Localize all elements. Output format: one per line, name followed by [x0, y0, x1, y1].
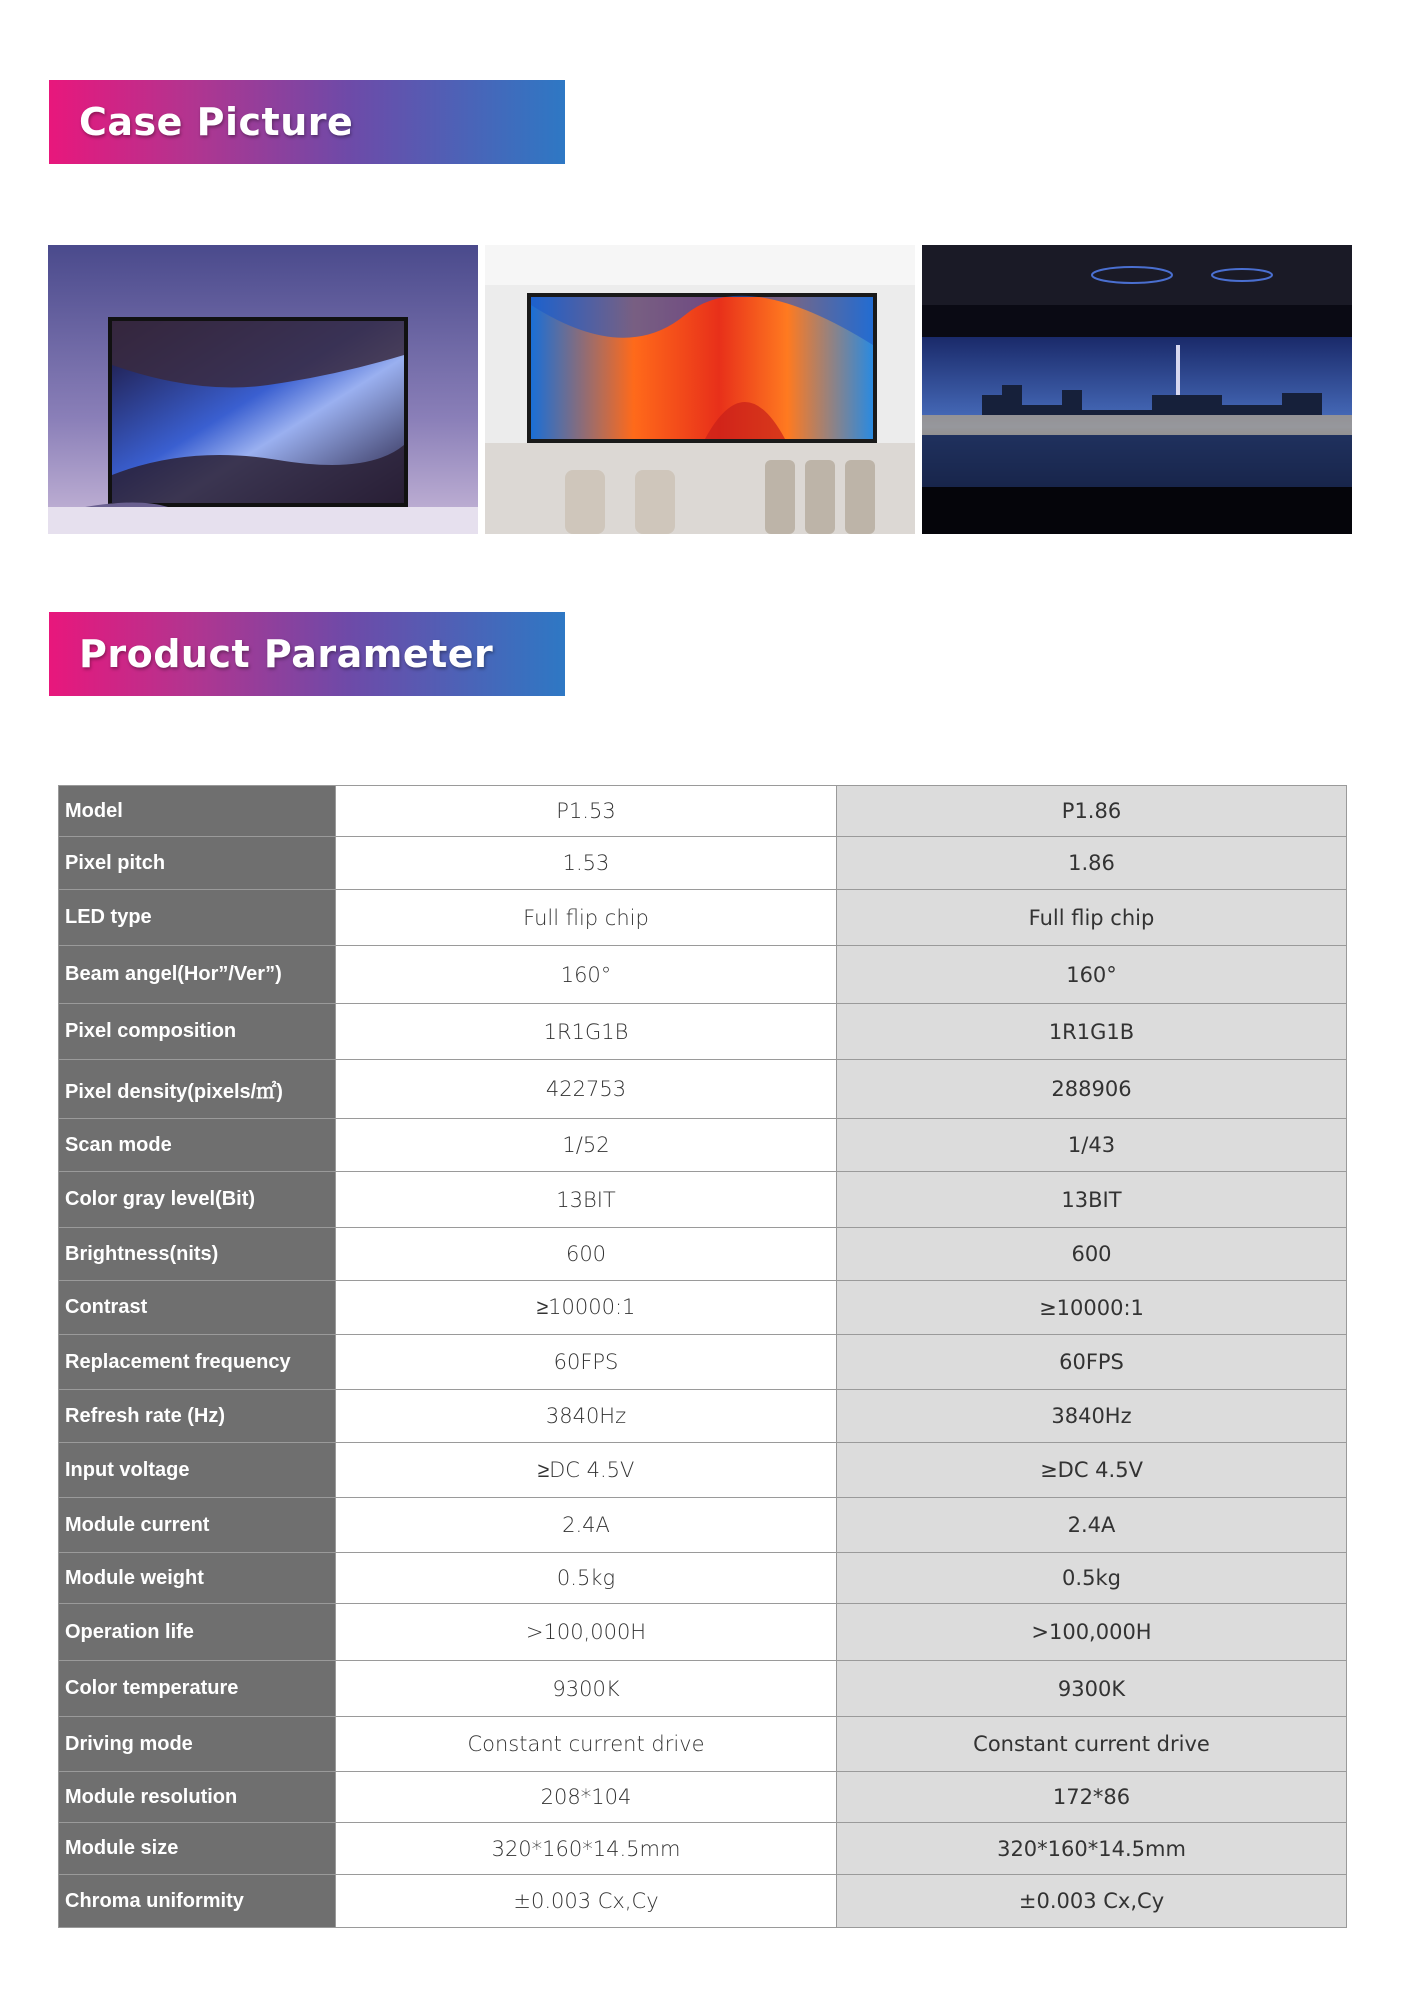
parameter-value-p186: 288906	[837, 1060, 1347, 1119]
case-picture-title: Case Picture	[79, 100, 354, 144]
parameter-value-p153: ≥DC 4.5V	[336, 1443, 837, 1498]
parameter-label: Replacement frequency	[59, 1335, 336, 1390]
parameter-row	[59, 1335, 1347, 1390]
parameter-label: Scan mode	[59, 1119, 336, 1172]
case-photo-meeting-room	[485, 245, 915, 534]
parameter-row	[59, 1390, 1347, 1443]
parameter-row	[59, 1119, 1347, 1172]
parameter-value-p186: 160°	[837, 946, 1347, 1004]
parameter-value-p153: 1R1G1B	[336, 1004, 837, 1060]
parameter-label: Model	[59, 786, 336, 837]
parameter-row	[59, 1228, 1347, 1281]
parameter-label: Module weight	[59, 1553, 336, 1604]
parameter-row	[59, 1717, 1347, 1772]
parameter-value-p153: 0.5kg	[336, 1553, 837, 1604]
parameter-value-p153: ±0.003 Cx,Cy	[336, 1875, 837, 1928]
parameter-label: Module current	[59, 1498, 336, 1553]
parameter-label: LED type	[59, 890, 336, 946]
parameter-value-p153: 2.4A	[336, 1498, 837, 1553]
parameter-label: Pixel pitch	[59, 837, 336, 890]
parameter-label: Driving mode	[59, 1717, 336, 1772]
parameter-value-p153: 1/52	[336, 1119, 837, 1172]
parameter-label: Module size	[59, 1823, 336, 1875]
parameter-value-p186: 13BIT	[837, 1172, 1347, 1228]
parameter-value-p186: >100,000H	[837, 1604, 1347, 1661]
parameter-value-p186: Full flip chip	[837, 890, 1347, 946]
parameter-row	[59, 1604, 1347, 1661]
parameter-label: Chroma uniformity	[59, 1875, 336, 1928]
case-photo-showroom	[48, 245, 478, 534]
parameter-value-p153: 208*104	[336, 1772, 837, 1823]
parameter-row	[59, 1004, 1347, 1060]
parameter-label: Input voltage	[59, 1443, 336, 1498]
parameter-value-p186: ≥DC 4.5V	[837, 1443, 1347, 1498]
parameter-row	[59, 1172, 1347, 1228]
parameter-value-p153: 1.53	[336, 837, 837, 890]
parameter-value-p186: 1.86	[837, 837, 1347, 890]
parameter-row	[59, 1875, 1347, 1928]
parameter-row	[59, 1281, 1347, 1335]
parameter-row	[59, 946, 1347, 1004]
parameter-value-p153: 320*160*14.5mm	[336, 1823, 837, 1875]
parameter-row	[59, 1498, 1347, 1553]
parameter-row	[59, 1661, 1347, 1717]
parameter-row	[59, 890, 1347, 946]
parameter-value-p186: ≥10000:1	[837, 1281, 1347, 1335]
parameter-value-p186: 9300K	[837, 1661, 1347, 1717]
parameter-row	[59, 837, 1347, 890]
product-parameter-title: Product Parameter	[79, 632, 494, 676]
parameter-value-p186: 172*86	[837, 1772, 1347, 1823]
parameter-value-p186: 1R1G1B	[837, 1004, 1347, 1060]
case-picture-banner	[49, 80, 565, 164]
parameter-label: Beam angel(Hor”/Ver”)	[59, 946, 336, 1004]
parameter-value-p153: 3840Hz	[336, 1390, 837, 1443]
parameter-table-body	[59, 786, 1347, 1928]
case-photo-auditorium	[922, 245, 1352, 534]
parameter-table	[58, 785, 1347, 1928]
parameter-label: Pixel density(pixels/㎡)	[59, 1060, 336, 1119]
parameter-value-p153: Constant current drive	[336, 1717, 837, 1772]
parameter-value-p153: P1.53	[336, 786, 837, 837]
parameter-label: Refresh rate (Hz)	[59, 1390, 336, 1443]
parameter-value-p153: >100,000H	[336, 1604, 837, 1661]
parameter-value-p153: 600	[336, 1228, 837, 1281]
parameter-label: Brightness(nits)	[59, 1228, 336, 1281]
parameter-value-p153: ≥10000:1	[336, 1281, 837, 1335]
parameter-label: Contrast	[59, 1281, 336, 1335]
parameter-value-p186: 0.5kg	[837, 1553, 1347, 1604]
parameter-value-p186: P1.86	[837, 786, 1347, 837]
parameter-row	[59, 1553, 1347, 1604]
parameter-value-p153: 422753	[336, 1060, 837, 1119]
parameter-label: Operation life	[59, 1604, 336, 1661]
parameter-value-p153: 60FPS	[336, 1335, 837, 1390]
parameter-label: Pixel composition	[59, 1004, 336, 1060]
parameter-row	[59, 786, 1347, 837]
product-parameter-banner	[49, 612, 565, 696]
parameter-value-p186: 60FPS	[837, 1335, 1347, 1390]
parameter-value-p186: 2.4A	[837, 1498, 1347, 1553]
parameter-value-p186: 320*160*14.5mm	[837, 1823, 1347, 1875]
meeting-room-photo-image	[485, 245, 915, 534]
showroom-photo-image	[48, 245, 478, 534]
parameter-value-p186: ±0.003 Cx,Cy	[837, 1875, 1347, 1928]
parameter-value-p153: 13BIT	[336, 1172, 837, 1228]
parameter-row	[59, 1060, 1347, 1119]
parameter-row	[59, 1443, 1347, 1498]
parameter-value-p153: 160°	[336, 946, 837, 1004]
parameter-label: Color gray level(Bit)	[59, 1172, 336, 1228]
parameter-label: Color temperature	[59, 1661, 336, 1717]
parameter-value-p186: 3840Hz	[837, 1390, 1347, 1443]
parameter-value-p186: Constant current drive	[837, 1717, 1347, 1772]
parameter-row	[59, 1823, 1347, 1875]
parameter-label: Module resolution	[59, 1772, 336, 1823]
parameter-value-p186: 1/43	[837, 1119, 1347, 1172]
parameter-value-p153: 9300K	[336, 1661, 837, 1717]
parameter-row	[59, 1772, 1347, 1823]
parameter-value-p186: 600	[837, 1228, 1347, 1281]
auditorium-photo-image	[922, 245, 1352, 534]
parameter-value-p153: Full flip chip	[336, 890, 837, 946]
